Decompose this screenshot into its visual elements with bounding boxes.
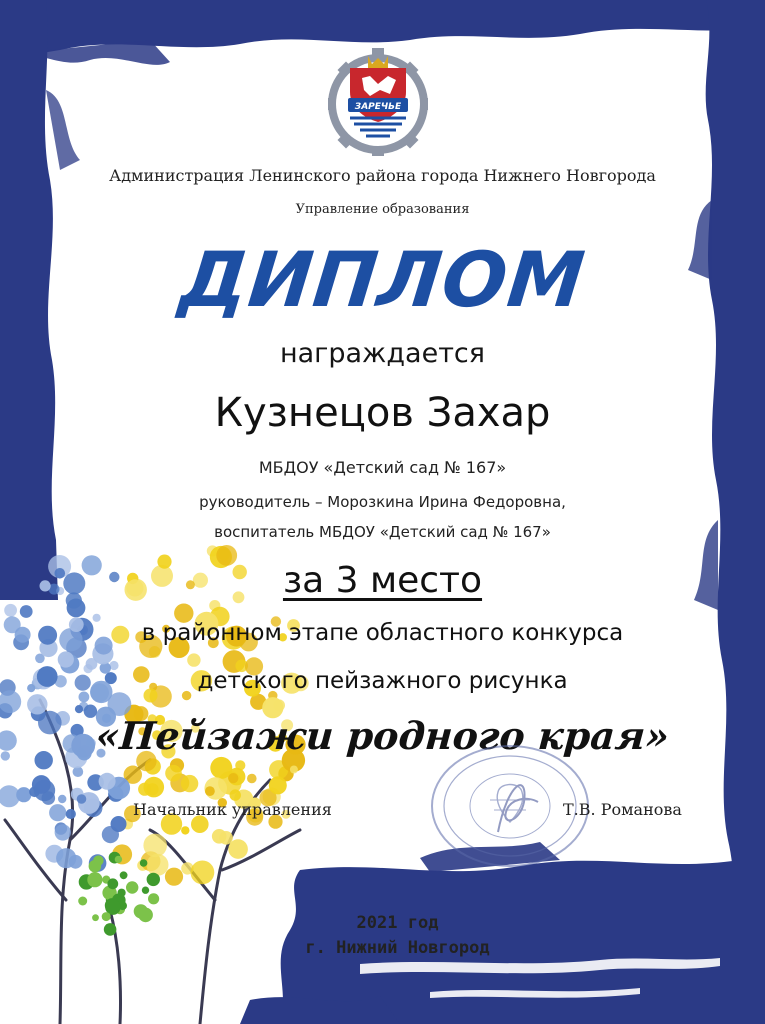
tree-dot	[290, 766, 298, 774]
tree-dot	[187, 653, 200, 666]
tree-dot	[27, 694, 47, 714]
tree-dot	[0, 785, 20, 807]
issue-city: г. Нижний Новгород	[305, 938, 490, 958]
tree-dot	[247, 774, 257, 784]
leader-line-1: руководитель – Морозкина Ирина Федоровна,	[199, 493, 566, 511]
tree-dot	[58, 795, 66, 803]
tree-dot	[228, 773, 238, 783]
tree-dot	[56, 848, 76, 868]
tree-dot	[66, 809, 76, 819]
tree-dot-green	[115, 856, 122, 863]
tree-dot	[143, 834, 167, 858]
organization-name: МБДОУ «Детский сад № 167»	[258, 458, 507, 477]
tree-dot	[42, 791, 56, 805]
tree-dot	[165, 868, 183, 886]
competition-line-1: в районном этапе областного конкурса	[141, 620, 624, 646]
signatory-name: Т.В. Романова	[563, 800, 682, 819]
tree-dot-green	[118, 889, 126, 897]
tree-dot	[111, 816, 127, 832]
tree-dot	[147, 854, 169, 876]
signatory-position: Начальник управления	[133, 800, 332, 819]
award-place: за 3 место	[282, 560, 483, 601]
tree-dot	[4, 604, 17, 617]
recipient-name: Кузнецов Захар	[214, 390, 551, 436]
zarechye-emblem-logo	[322, 38, 434, 158]
tree-dot	[165, 765, 182, 782]
tree-dot	[75, 705, 83, 713]
tree-dot	[77, 794, 87, 804]
tree-dot-green	[148, 893, 159, 904]
tree-dot-green	[142, 887, 149, 894]
svg-text:ЗАРЕЧЬЕ: ЗАРЕЧЬЕ	[354, 102, 402, 112]
administration-heading: Администрация Ленинского района города Нижнего Новгорода	[109, 166, 656, 185]
tree-dot-green	[147, 873, 160, 886]
tree-dot-green	[78, 897, 87, 906]
tree-dot	[99, 773, 116, 790]
competition-line-2: детского пейзажного рисунка	[197, 668, 568, 694]
diploma-title: ДИПЛОМ	[175, 235, 590, 324]
department-heading: Управление образования	[295, 202, 470, 217]
tree-dot	[49, 804, 66, 821]
tree-dot	[205, 786, 215, 796]
tree-dot	[20, 605, 33, 618]
tree-dot	[269, 776, 287, 794]
issue-year: 2021 год	[356, 913, 439, 933]
tree-dot-green	[87, 872, 102, 887]
tree-dot-green	[140, 859, 148, 867]
competition-title: «Пейзажи родного края»	[94, 713, 671, 758]
tree-dot	[32, 775, 51, 794]
tree-dot-green	[93, 855, 103, 865]
tree-dot	[144, 777, 165, 798]
tree-dot	[58, 651, 74, 667]
tree-dot-green	[120, 871, 128, 879]
tree-dot	[55, 824, 71, 840]
tree-dot	[181, 775, 198, 792]
tree-dot	[228, 839, 248, 859]
tree-dot-green	[107, 878, 118, 889]
leader-line-2: воспитатель МБДОУ «Детский сад № 167»	[214, 523, 551, 541]
awarded-caption: награждается	[279, 338, 486, 369]
tree-dot	[181, 826, 189, 834]
tree-dot	[191, 861, 215, 885]
tree-dot-green	[126, 881, 138, 893]
